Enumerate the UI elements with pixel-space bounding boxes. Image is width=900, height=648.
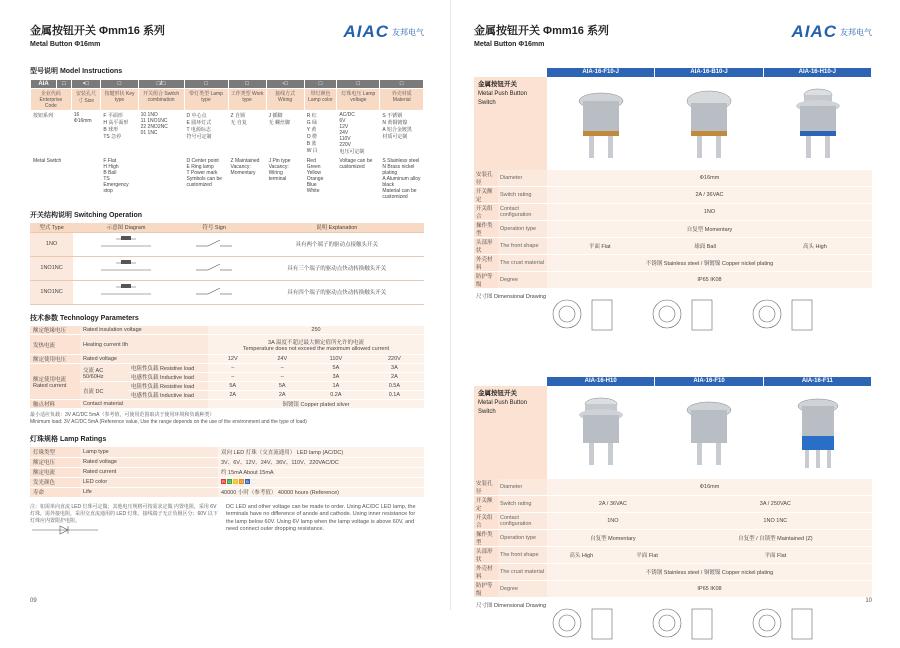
tech-table <box>30 326 424 410</box>
switch-table <box>30 223 424 305</box>
model-code-cell: □/□ <box>138 80 184 89</box>
model-name: AIA-16-H10 <box>547 377 655 386</box>
logo-text: 友邦电气 <box>392 27 424 37</box>
lamp-value <box>218 477 424 487</box>
lamp-row <box>30 477 424 487</box>
logo-mark: AIAC <box>343 22 389 41</box>
model-detail-cell: Z 自锁 无 自复 <box>228 111 266 157</box>
diameter-val: Φ16mm <box>547 479 872 496</box>
model-name: AIA-16-F11 <box>764 377 872 386</box>
button-high-image <box>764 77 872 170</box>
heat-v2: Temperature does not exceed the maximum allowed current <box>242 345 390 352</box>
product-label <box>474 77 547 170</box>
dimension-drawings-1 <box>474 289 872 339</box>
model-header-cell: 带灯类型 Lamp type <box>184 89 228 111</box>
note-cn-text: 注：如需单向直流 LED 灯珠可定做；其他电压规格可按需求定做 内置电阻，采用 6V 灯珠，需外接电阻，采用交直流通用的 LED 灯珠，接线端子无正负极区分；60V 以下灯珠应内置限护电阻。 <box>30 503 218 524</box>
label-cn: 金属按钮开关 <box>478 81 517 88</box>
rv-en: Rated voltage <box>80 355 208 364</box>
model-header <box>474 68 872 77</box>
spec-val: 自复型 Momentary <box>547 221 872 238</box>
shape-val: 高头 High <box>547 547 615 564</box>
left-page <box>0 0 450 610</box>
dimension-drawing <box>547 290 847 338</box>
switch-diagram <box>73 232 179 256</box>
switch-header-cell: 示意图 Diagram <box>73 223 179 232</box>
lamp-color-swatch: G <box>227 479 232 485</box>
brand-logo <box>343 22 424 42</box>
switch-diagram <box>73 280 179 304</box>
product-label <box>474 386 547 479</box>
rating-val: 3A / 250VAC <box>679 496 872 513</box>
dim-cn: 尺寸图 <box>476 294 493 300</box>
lamp-en: Lamp type <box>80 447 218 457</box>
model-detail-cell: D 中心点 E 圆环灯式 T 电源标志 符号可定制 <box>184 111 228 157</box>
model-header-cell: 灯珠电压 Lamp voltage <box>337 89 380 111</box>
label-en: Metal Push Button Switch <box>478 400 528 415</box>
model-header-cell: 按键形状 Key type <box>101 89 138 111</box>
model-detail-cell: S Stainless steel N Brass nickel plating A Aluminum alloy black Material can be customized <box>380 157 424 202</box>
header-spacer <box>474 68 547 77</box>
lamp-color-swatch: O <box>239 479 244 485</box>
res-label: 电阻性负载 Resistive load <box>128 382 208 391</box>
bottom-note-en: DC LED and other voltage can be made to order. Using AC/DC LED lamp, the terminals have no difference of anode and cathode. Using inner resistance for the lamp below 60V. Using 6V lamp when the lamp voltage is above 60V, and need connect outer dropping resistance. <box>226 503 416 532</box>
model-detail-cell: AC/DC 6V 12V 24V 110V 220V 电压可定制 <box>337 111 380 157</box>
lamp-cn: 灯珠类型 <box>30 447 80 457</box>
shape-val: 平面 Flat <box>547 238 652 255</box>
dc-ind-val: 0.1A <box>365 391 424 400</box>
model-header-cell: 外壳材质 Material <box>380 89 424 111</box>
model-detail-cell: Z Maintained Vacancy: Momentary <box>228 157 266 202</box>
model-detail-cell: Red Green Yellow Orange Blue White <box>304 157 337 202</box>
rc-en: Rated current <box>33 382 67 389</box>
dimension-drawings-2 <box>474 598 872 648</box>
material-val: 不锈钢 Stainless steel / 铜镀镍 Copper nickel plating <box>547 564 872 581</box>
shape-en: The front shape <box>498 547 547 564</box>
model-detail-cell: F 平面形 H 高平面形 B 球形 TS 急停 <box>101 111 138 157</box>
shape-val: 平面 Flat <box>679 547 872 564</box>
model-code-cell: •□ <box>71 80 101 89</box>
page-number: 09 <box>30 598 37 604</box>
page-title: 金属按钮开关 Φmm16 系列 <box>30 25 165 37</box>
lamp-row <box>30 467 424 477</box>
model-header-cell: 接线方式 Wiring <box>266 89 304 111</box>
dc-res-val: 5A <box>208 382 258 391</box>
rating-val: 2A / 36VAC <box>547 496 679 513</box>
material-en: The crust material <box>498 564 547 581</box>
ac-res-val: 5A <box>307 364 365 373</box>
dim-label <box>474 598 547 609</box>
button-flat-11-image <box>764 386 872 479</box>
material-val: 不锈钢 Stainless steel / 铜镀镍 Copper nickel plating <box>547 255 872 272</box>
switch-explanation: 具有三个端子的驱动点快动转换触头开关 <box>249 256 424 280</box>
label-cn: 金属按钮开关 <box>478 390 517 397</box>
model-detail-cell: D Center point E Ring lamp T Power mark Symbols can be customized <box>184 157 228 202</box>
product-block-1 <box>474 68 872 339</box>
rv-val: 110V <box>307 355 365 364</box>
rc-cn: 额定使用电流 <box>33 376 67 383</box>
switch-explanation: 具有两个端子的驱动点接触头开关 <box>249 232 424 256</box>
spec-val: Φ16mm <box>547 170 872 187</box>
logo-text: 友邦电气 <box>840 27 872 37</box>
op-cn: 操作类型 <box>474 530 498 547</box>
dc-res-val: 1A <box>307 382 365 391</box>
ac-res-val: – <box>208 364 258 373</box>
bottom-notes <box>30 504 424 538</box>
min-load-note <box>30 412 424 426</box>
material-cn: 外壳材料 <box>474 564 498 581</box>
op-en: Operation type <box>498 530 547 547</box>
rv-cn: 额定使用电压 <box>30 355 80 364</box>
switch-row <box>30 280 424 304</box>
switch-type: 1NO <box>30 232 73 256</box>
specs-table-1 <box>474 170 872 289</box>
label-en: Metal Push Button Switch <box>478 91 528 106</box>
product-images <box>474 77 872 170</box>
rv-val: 220V <box>365 355 424 364</box>
heat-value <box>208 335 424 355</box>
lamp-section-title: 灯珠规格 Lamp Ratings <box>30 436 107 443</box>
spec-en: Contact configuration <box>498 204 547 221</box>
specs-table-2 <box>474 479 872 598</box>
lamp-value: 约 15mA About 15mA <box>218 467 424 477</box>
shape-cn: 头部形状 <box>474 547 498 564</box>
brand-logo <box>791 22 872 42</box>
op-val: 自复型 / 自锁型 Maintained (Z) <box>679 530 872 547</box>
lamp-color-swatch: W <box>251 479 256 485</box>
model-detail-cell: Metal Switch <box>31 157 72 202</box>
contact-en: Contact material <box>80 400 208 409</box>
spec-cn: 安装孔径 <box>474 170 498 187</box>
dc-res-val: 0.5A <box>365 382 424 391</box>
left-header <box>30 22 424 58</box>
model-code-cell: □ <box>304 80 337 89</box>
ind-label: 电感性负载 Inductive load <box>128 373 208 382</box>
tech-section-title: 技术参数 Technology Parameters <box>30 314 139 322</box>
bottom-note-cn <box>30 504 220 538</box>
ac-label: 交流 AC 50/60Hz <box>80 364 128 382</box>
button-high-image <box>547 386 655 479</box>
spec-cn: 开关组合 <box>474 204 498 221</box>
switch-header-cell: 说明 Explanation <box>249 223 424 232</box>
degree-en: Degree <box>498 581 547 598</box>
degree-en: Degree <box>498 272 547 289</box>
model-section-title: 型号说明 Model Instructions <box>30 68 123 75</box>
model-detail-cell: S 不锈钢 N 黄铜镀镍 A 铝合金镀黑 材质可定制 <box>380 111 424 157</box>
model-name: AIA-16-F10 <box>655 377 763 386</box>
diameter-en: Diameter <box>498 479 547 496</box>
spec-en: Switch rating <box>498 187 547 204</box>
shape-val: 高头 High <box>758 238 872 255</box>
model-detail-cell: 10 1NO 11 1NO1NC 22 2NO2NC 01 1NC <box>138 111 184 157</box>
button-flat-image <box>547 77 655 170</box>
model-detail-cell: F Flat H High B Ball TS Emergency stop <box>101 157 138 202</box>
ins-cn: 额定绝缘电压 <box>30 326 80 335</box>
ac-res-val: – <box>258 364 308 373</box>
model-header-cell: 带灯颜色 Lamp color <box>304 89 337 111</box>
lamp-row <box>30 447 424 457</box>
model-code-cell: □ <box>101 80 138 89</box>
min-note-cn: 最小适应负载：3V AC/DC 5mA（参考值，可使用范围取决于使用环境和负载种类） <box>30 412 215 418</box>
switch-header-cell: 型式 Type <box>30 223 73 232</box>
model-header-cell: 安装孔尺寸 Size <box>71 89 101 111</box>
switch-row <box>30 232 424 256</box>
model-name: AIA-16-B10-J <box>655 68 763 77</box>
lamp-en: Rated current <box>80 467 218 477</box>
degree-val: IP65 IK08 <box>547 581 872 598</box>
lamp-color-swatch: R <box>222 479 225 485</box>
lamp-cn: 发光颜色 <box>30 477 80 487</box>
dc-res-val: 5A <box>258 382 308 391</box>
lamp-color-swatch: Y <box>234 479 237 485</box>
model-code-cell: □ <box>228 80 266 89</box>
header-spacer <box>474 377 547 386</box>
model-header <box>474 377 872 386</box>
right-header <box>474 22 872 58</box>
contact-cn: 开关组合 <box>474 513 498 530</box>
model-code-cell: -□ <box>266 80 304 89</box>
right-page <box>450 0 900 610</box>
material-en: The crust material <box>498 255 547 272</box>
contact-val: 1NO <box>547 513 679 530</box>
lamp-row <box>30 457 424 467</box>
switch-type: 1NO1NC <box>30 256 73 280</box>
model-code-cell: □ <box>57 80 72 89</box>
dc-ind-val: 2A <box>208 391 258 400</box>
rv-val: 24V <box>258 355 308 364</box>
contact-value: 铜镀银 Copper plated silver <box>208 400 424 409</box>
model-detail-cell: 按钮系列 <box>31 111 72 157</box>
switch-sign <box>179 232 250 256</box>
page-subtitle: Metal Button Φ16mm <box>30 41 101 48</box>
model-code-cell: □ <box>380 80 424 89</box>
ac-ind-val: – <box>208 373 258 382</box>
rating-cn: 开关额定 <box>474 496 498 513</box>
diameter-cn: 安装孔径 <box>474 479 498 496</box>
model-code-cell: □ <box>184 80 228 89</box>
shape-en: The front shape <box>498 238 547 255</box>
contact-cn: 触点材料 <box>30 400 80 409</box>
model-header-cell: 工作类型 Work type <box>228 89 266 111</box>
dc-ind-val: 2A <box>258 391 308 400</box>
heat-cn: 发热电流 <box>30 335 80 355</box>
spec-val: 2A / 36VAC <box>547 187 872 204</box>
res-label: 电阻性负载 Resistive load <box>128 364 208 373</box>
spec-row <box>474 204 872 221</box>
model-name: AIA-16-H10-J <box>764 68 872 77</box>
rating-en: Switch rating <box>498 496 547 513</box>
contact-en: Contact configuration <box>498 513 547 530</box>
degree-val: IP65 IK08 <box>547 272 872 289</box>
model-detail-cell: J 插脚 无 螺丝脚 <box>266 111 304 157</box>
dim-en: Dimensional Drawing <box>494 603 547 609</box>
rc-label <box>30 364 80 400</box>
spec-row <box>474 187 872 204</box>
lamp-cn: 额定电压 <box>30 457 80 467</box>
ac-ind-val: 2A <box>365 373 424 382</box>
switch-header-cell: 符号 Sign <box>179 223 250 232</box>
min-note-en: Minimum load: 3V AC/DC 5mA (Reference value, Use the range depends on the use of the environment and the type of load) <box>30 419 307 425</box>
lamp-cn: 额定电流 <box>30 467 80 477</box>
shape-val: 球面 Ball <box>652 238 757 255</box>
switch-explanation: 具有四个端子的驱动点快动转换触头开关 <box>249 280 424 304</box>
spec-en: Diameter <box>498 170 547 187</box>
heat-v1: 3A 温度不超过最大额定值所允许的电流 <box>268 339 364 346</box>
lamp-value: 双向 LED 灯珠（交直流通用） LED lamp (AC/DC) <box>218 447 424 457</box>
model-header-cell: 开关组合 Switch combination <box>138 89 184 111</box>
spec-row <box>474 170 872 187</box>
model-detail-cell: J Pin type Vacancy: Wiring terminal <box>266 157 304 202</box>
page-number: 10 <box>865 598 872 604</box>
contact-val: 1NO 1NC <box>679 513 872 530</box>
led-symbol-icon <box>30 525 100 535</box>
lamp-value: 3V、6V、12V、24V、36V、110V、220VAC/DC <box>218 457 424 467</box>
switch-row <box>30 256 424 280</box>
switch-sign <box>179 280 250 304</box>
dimension-drawing <box>547 599 847 647</box>
degree-cn: 防护等级 <box>474 581 498 598</box>
model-header-cell: 企业代码 Enterprise Code <box>31 89 72 111</box>
shape-cn: 头部形状 <box>474 238 498 255</box>
spec-val: 1NO <box>547 204 872 221</box>
model-detail-cell: R 红 G 绿 Y 黄 O 橙 B 蓝 W 白 <box>304 111 337 157</box>
model-name: AIA-16-F10-J <box>547 68 655 77</box>
heat-en: Heating current Ith <box>80 335 208 355</box>
spec-cn: 操作类型 <box>474 221 498 238</box>
ins-value: 250 <box>208 326 424 335</box>
switch-sign <box>179 256 250 280</box>
model-table <box>30 79 424 202</box>
button-ball-image <box>655 77 763 170</box>
model-code-cell: AIA <box>31 80 57 89</box>
dc-ind-val: 0.2A <box>307 391 365 400</box>
logo-mark: AIAC <box>791 22 837 41</box>
spec-en: Operation type <box>498 221 547 238</box>
switch-diagram <box>73 256 179 280</box>
lamp-en: Life <box>80 487 218 497</box>
lamp-en: Rated voltage <box>80 457 218 467</box>
ind-label: 电感性负载 Inductive load <box>128 391 208 400</box>
shape-val: 平面 Flat <box>615 547 678 564</box>
page-title: 金属按钮开关 Φmm16 系列 <box>474 25 609 37</box>
spec-cn: 开关额定 <box>474 187 498 204</box>
ac-ind-val: 3A <box>307 373 365 382</box>
dim-label <box>474 289 547 300</box>
dim-en: Dimensional Drawing <box>494 294 547 300</box>
material-cn: 外壳材料 <box>474 255 498 272</box>
product-images <box>474 386 872 479</box>
lamp-value: 40000 小时（参考值） 40000 hours (Reference) <box>218 487 424 497</box>
lamp-row <box>30 487 424 497</box>
model-detail-cell: Voltage can be customized <box>337 157 380 202</box>
ac-res-val: 3A <box>365 364 424 373</box>
spec-row <box>474 221 872 238</box>
ac-ind-val: – <box>258 373 308 382</box>
lamp-cn: 寿命 <box>30 487 80 497</box>
switch-type: 1NO1NC <box>30 280 73 304</box>
model-detail-cell: 16 Φ16mm <box>71 111 101 157</box>
lamp-table <box>30 447 424 498</box>
page-subtitle: Metal Button Φ16mm <box>474 41 545 48</box>
rv-val: 12V <box>208 355 258 364</box>
degree-cn: 防护等级 <box>474 272 498 289</box>
model-detail-cell <box>71 157 101 202</box>
switch-section-title: 开关结构说明 Switching Operation <box>30 212 143 219</box>
model-detail-cell <box>138 157 184 202</box>
dc-label: 直流 DC <box>80 382 128 400</box>
lamp-en: LED color <box>80 477 218 487</box>
product-block-2 <box>474 377 872 648</box>
dim-cn: 尺寸图 <box>476 603 493 609</box>
op-val: 自复型 Momentary <box>547 530 679 547</box>
button-flat-image <box>655 386 763 479</box>
model-code-cell: □ <box>337 80 380 89</box>
lamp-color-swatch: B <box>246 479 249 485</box>
ins-en: Rated insulation voltage <box>80 326 208 335</box>
